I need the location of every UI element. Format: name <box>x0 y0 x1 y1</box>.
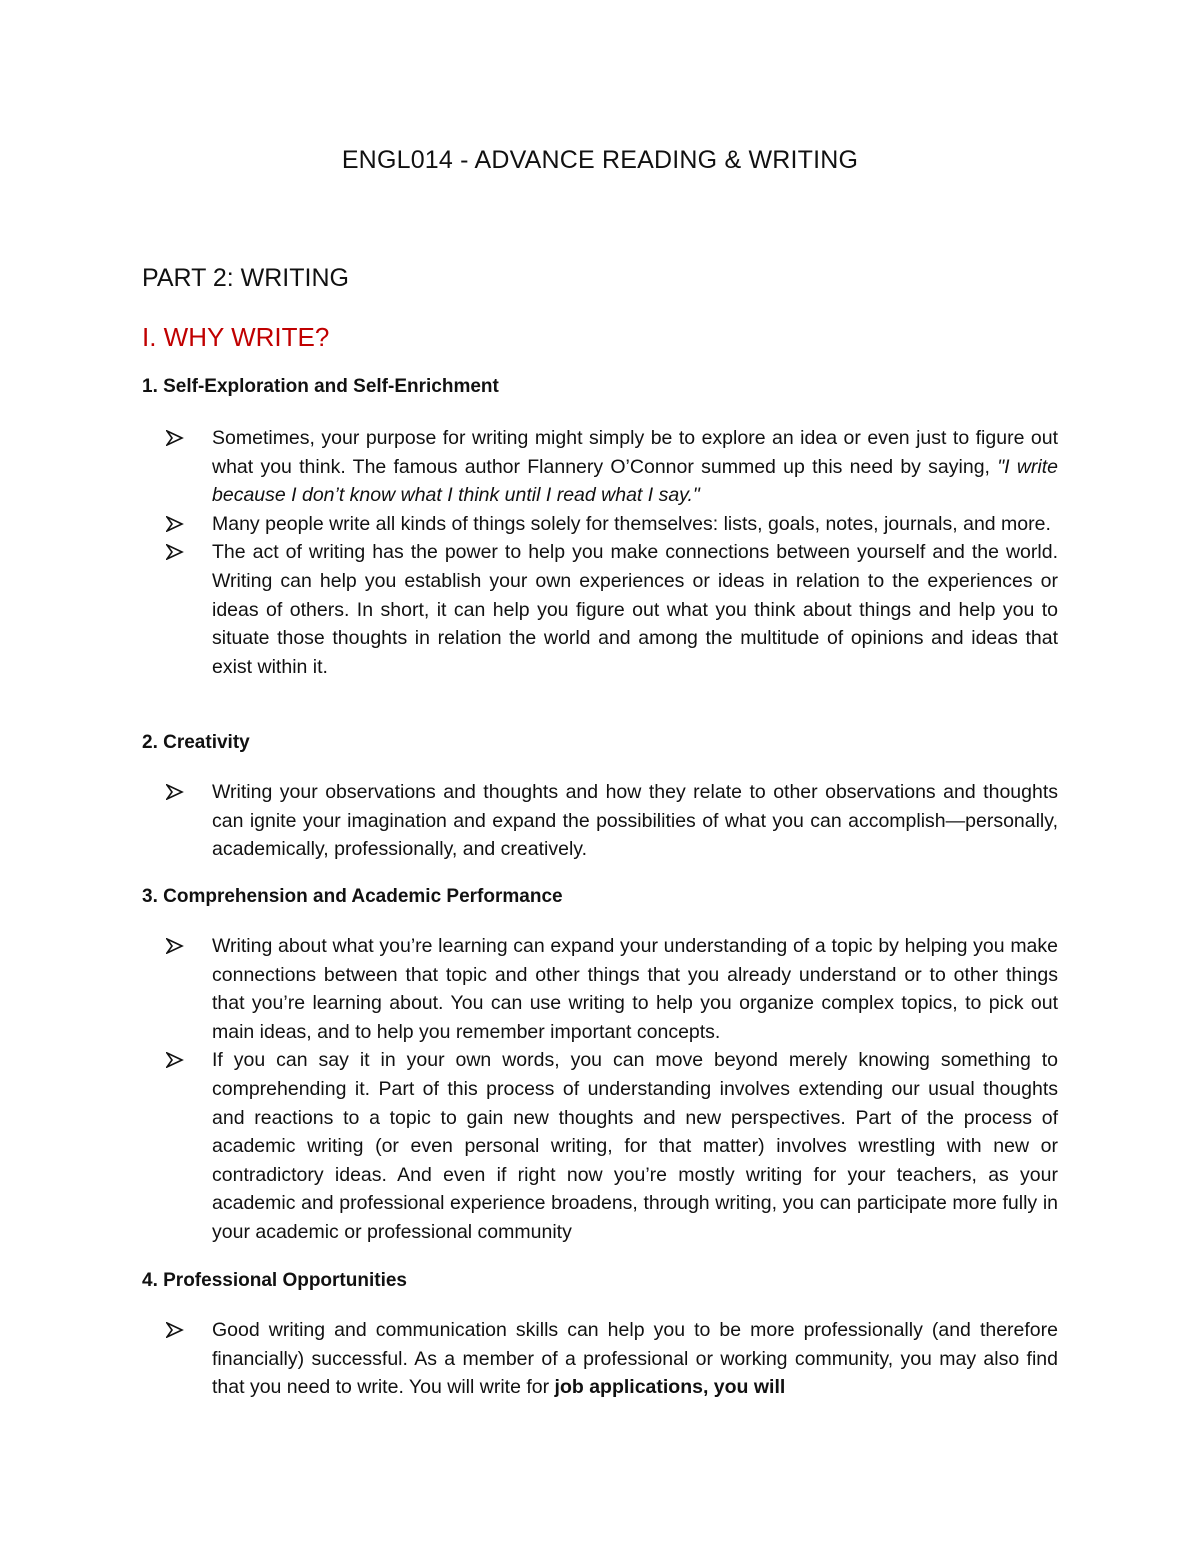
part-title: PART 2: WRITING <box>142 264 349 292</box>
bullet-text: Writing your observations and thoughts and how they relate to other observations and thoughts can ignite your imagination and expand the possibilities of what you can accomplish—personally, academically, professionally, and creatively. <box>212 781 1058 861</box>
bullet-text: Many people write all kinds of things solely for themselves: lists, goals, notes, journals, and more. <box>212 512 1051 535</box>
list-item <box>164 1046 1058 1246</box>
bullet-list-comprehension <box>164 932 1058 1247</box>
bullet-list-professional <box>164 1316 1058 1402</box>
section-heading-self-exploration: 1. Self-Exploration and Self-Enrichment <box>142 376 499 397</box>
arrow-bullet-icon <box>164 424 188 452</box>
arrow-bullet-icon <box>164 778 188 806</box>
bullet-text: Sometimes, your purpose for writing might simply be to explore an idea or even just to figure out what you think. The famous author Flannery O’Connor summed up this need by saying, <box>212 427 1058 478</box>
bullet-list-self-exploration <box>164 424 1058 681</box>
bullet-text: Writing about what you’re learning can expand your understanding of a topic by helping you make connections between that topic and other things that you already understand or to other things that you’re learning about. You can use writing to help you organize complex topics, to pick out main ideas, and to help you remember important concepts. <box>212 935 1058 1043</box>
bullet-text: Good writing and communication skills can help you to be more professionally (and therefore financially) successful. As a member of a professional or working community, you may also find that you need to write. You will write for <box>212 1319 1058 1399</box>
list-item <box>164 1316 1058 1402</box>
list-item <box>164 510 1058 539</box>
bold-text: job applications, you will <box>554 1376 786 1399</box>
section-heading-creativity: 2. Creativity <box>142 732 250 753</box>
bullet-list-creativity <box>164 778 1058 864</box>
arrow-bullet-icon <box>164 932 188 960</box>
section-heading-professional: 4. Professional Opportunities <box>142 1270 407 1291</box>
arrow-bullet-icon <box>164 510 188 538</box>
list-item <box>164 778 1058 864</box>
arrow-bullet-icon <box>164 1046 188 1074</box>
section-heading-comprehension: 3. Comprehension and Academic Performance <box>142 886 563 907</box>
quote-text: "I write because I don’t know what I think until I read what I say." <box>212 455 1058 507</box>
arrow-bullet-icon <box>164 1316 188 1344</box>
bullet-text: The act of writing has the power to help you make connections between yourself and the world. Writing can help you establish your own experiences or ideas in relation to the experiences or ideas of others. In short, it can help you figure out what you think about things and help you to situate those thoughts in relation the world and among the multitude of opinions and ideas that exist within it. <box>212 541 1058 678</box>
list-item <box>164 932 1058 1046</box>
list-item <box>164 424 1058 510</box>
bullet-text: If you can say it in your own words, you can move beyond merely knowing something to comprehending it. Part of this process of understanding involves extending our usual thoughts and reactions to a topic to gain new thoughts and new perspectives. Part of the process of academic writing (or even personal writing, for that matter) involves wrestling with new or contradictory ideas. And even if right now you’re mostly writing for your teachers, as your academic and professional experience broadens, through writing, you can participate more fully in your academic or professional community <box>212 1049 1058 1243</box>
section-title: I. WHY WRITE? <box>142 322 330 352</box>
document-title: ENGL014 - ADVANCE READING & WRITING <box>341 146 859 174</box>
list-item <box>164 538 1058 681</box>
arrow-bullet-icon <box>164 538 188 566</box>
